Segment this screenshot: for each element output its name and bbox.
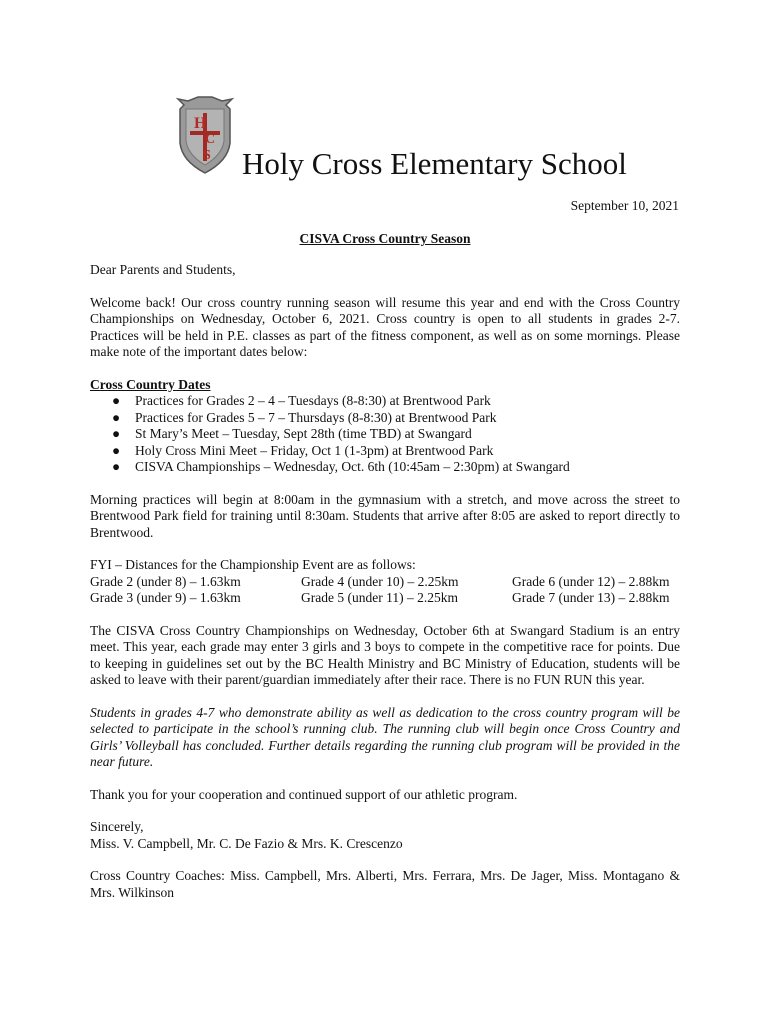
signoff: Sincerely,: [90, 819, 144, 834]
distance-cell: Grade 3 (under 9) – 1.63km: [90, 590, 241, 605]
bullet-icon: ●: [112, 409, 121, 425]
distance-cell: Grade 4 (under 10) – 2.25km: [301, 573, 459, 589]
dates-heading: Cross Country Dates: [90, 376, 211, 392]
letter-date: September 10, 2021: [570, 198, 679, 213]
bullet-icon: ●: [112, 426, 121, 441]
bullet-icon: ●: [112, 459, 121, 474]
list-item: ● Practices for Grades 5 – 7 – Thursdays (8-8:30) at Brentwood Park: [112, 409, 497, 425]
salutation: Dear Parents and Students,: [90, 262, 236, 277]
svg-text:C: C: [205, 132, 216, 147]
bullet-icon: ●: [112, 393, 121, 408]
signatories: Miss. V. Campbell, Mr. C. De Fazio & Mrs. K. Crescenzo: [90, 835, 403, 851]
letter-title: CISVA Cross Country Season: [299, 231, 471, 246]
list-item: ● CISVA Championships – Wednesday, Oct. 6th (10:45am – 2:30pm) at Swangard: [112, 459, 570, 474]
letter-body: [90, 262, 680, 917]
school-name: Holy Cross Elementary School: [242, 146, 627, 181]
distance-cell: Grade 7 (under 13) – 2.88km: [512, 590, 670, 605]
coaches-line: Cross Country Coaches: Miss. Campbell, Mrs. Alberti, Mrs. Ferrara, Mrs. De Jager, Miss. Montagano & Mrs. Wilkinson: [90, 868, 680, 900]
distance-cell: Grade 6 (under 12) – 2.88km: [512, 573, 670, 589]
dates-list: [90, 393, 680, 476]
thanks-paragraph: Thank you for your cooperation and continued support of our athletic program.: [90, 786, 518, 802]
bullet-icon: ●: [112, 442, 121, 458]
running-club-paragraph: Students in grades 4-7 who demonstrate ability as well as dedication to the cross country program will be selected to participate in the school’s running club. The running club will begin once Cross Country and Girls’ Volleyball has concluded. Further details regarding the running club program will be provided in the near future.: [90, 704, 680, 769]
morning-practice-paragraph: Morning practices will begin at 8:00am in the gymnasium with a stretch, and move across the street to Brentwood Park field for training until 8:30am. Students that arrive after 8:05 are asked to report directly to Brentwood.: [90, 491, 680, 540]
distance-cell: Grade 5 (under 11) – 2.25km: [301, 590, 458, 605]
svg-text:S: S: [203, 148, 211, 163]
distances-intro: FYI – Distances for the Championship Event are as follows:: [90, 557, 416, 572]
svg-text:H: H: [194, 115, 207, 132]
list-item: ● Holy Cross Mini Meet – Friday, Oct 1 (1-3pm) at Brentwood Park: [112, 442, 494, 458]
distances-table: [90, 574, 680, 607]
list-item: ● Practices for Grades 2 – 4 – Tuesdays (8-8:30) at Brentwood Park: [112, 393, 491, 408]
school-crest-logo: [170, 95, 240, 175]
list-item: ● St Mary’s Meet – Tuesday, Sept 28th (time TBD) at Swangard: [112, 426, 472, 441]
intro-paragraph: Welcome back! Our cross country running season will resume this year and end with the Cross Country Championships on Wednesday, October 6, 2021. Cross country is open to all students in grades 2-7. Practices will be held in P.E. classes as part of the fitness component, as well as on some mornings. Please make note of the important dates below:: [90, 294, 680, 359]
distance-cell: Grade 2 (under 8) – 1.63km: [90, 573, 241, 589]
championships-paragraph: The CISVA Cross Country Championships on Wednesday, October 6th at Swangard Stadium is an entry meet. This year, each grade may enter 3 girls and 3 boys to compete in the competitive race for points. Due to keeping in guidelines set out by the BC Health Ministry and BC Ministry of Education, students will be asked to leave with their parent/guardian immediately after their race. There is no FUN RUN this year.: [90, 622, 680, 687]
